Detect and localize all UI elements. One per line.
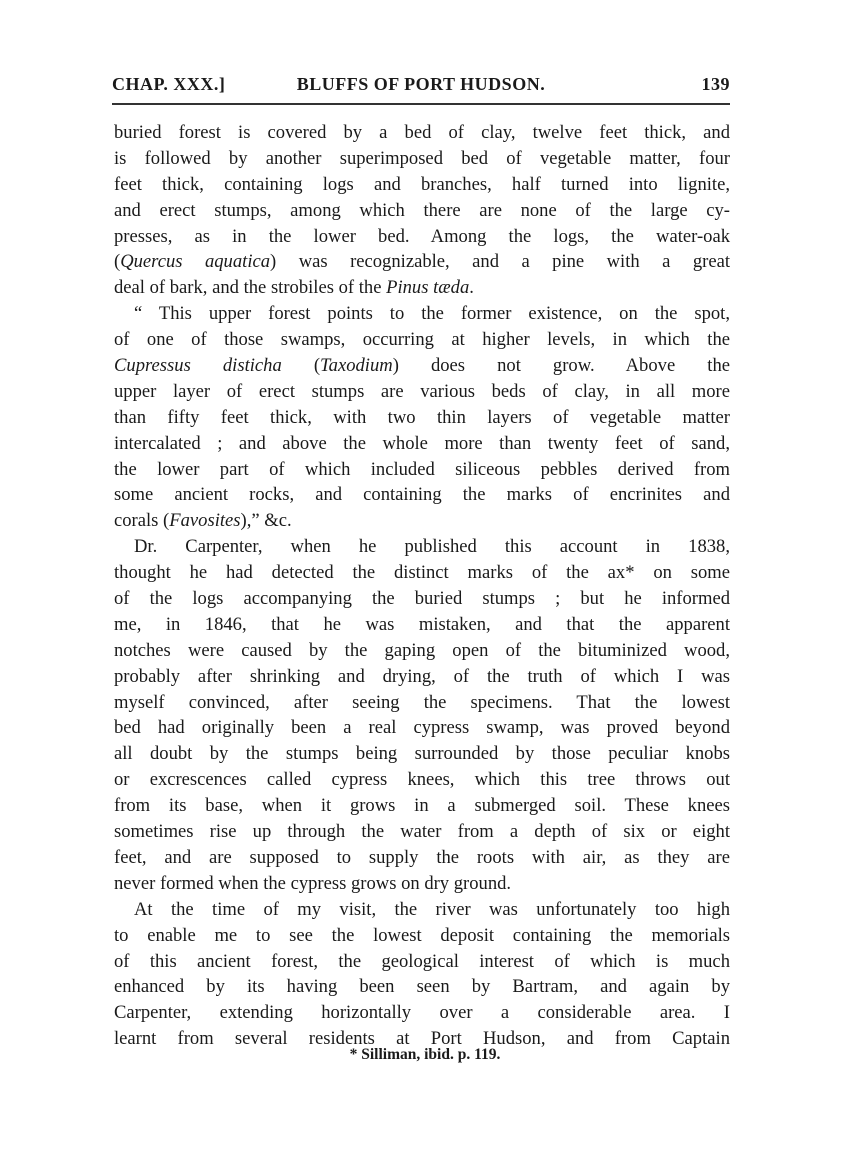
text-line: of the logs accompanying the buried stumps ; but he informed <box>114 588 730 610</box>
running-header <box>112 74 730 98</box>
text-line: presses, as in the lower bed. Among the logs, the water-oak <box>114 225 730 247</box>
text-line: Carpenter, extending horizontally over a considerable area. I <box>114 1002 730 1024</box>
text-line: learnt from several residents at Port Hudson, and from Captain <box>114 1028 730 1050</box>
text-line: from its base, when it grows in a submerged soil. These knees <box>114 795 730 817</box>
text-line: probably after shrinking and drying, of the truth of which I was <box>114 665 730 687</box>
text-line: never formed when the cypress grows on dry ground. <box>114 872 512 894</box>
page-number: 139 <box>701 74 730 94</box>
text-line: upper layer of erect stumps are various beds of clay, in all more <box>114 380 730 402</box>
text-line: Dr. Carpenter, when he published this account in 1838, <box>134 536 730 558</box>
text-line: and erect stumps, among which there are none of the large cy- <box>114 199 730 221</box>
text-line: than fifty feet thick, with two thin layers of vegetable matter <box>114 406 730 428</box>
text-line: myself convinced, after seeing the specimens. That the lowest <box>114 691 730 713</box>
text-line: of this ancient forest, the geological interest of which is much <box>114 950 730 972</box>
text-line: all doubt by the stumps being surrounded by those peculiar knobs <box>114 743 730 765</box>
text-line: feet thick, containing logs and branches, half turned into lignite, <box>114 173 730 195</box>
text-line: is followed by another superimposed bed of vegetable matter, four <box>114 147 730 169</box>
text-line: the lower part of which included siliceous pebbles derived from <box>114 458 730 480</box>
header-rule <box>112 103 730 105</box>
text-line: buried forest is covered by a bed of clay, twelve feet thick, and <box>114 122 730 143</box>
text-line: me, in 1846, that he was mistaken, and that the apparent <box>114 613 730 635</box>
text-line: to enable me to see the lowest deposit containing the memorials <box>114 924 730 946</box>
text-line: notches were caused by the gaping open of the bituminized wood, <box>114 639 730 661</box>
text-line: of one of those swamps, occurring at higher levels, in which the <box>114 329 730 351</box>
text-line: some ancient rocks, and containing the marks of encrinites and <box>114 484 730 506</box>
text-line: feet, and are supposed to supply the roots with air, as they are <box>114 846 730 868</box>
text-line: corals (Favosites),” &c. <box>114 510 292 532</box>
text-line: enhanced by its having been seen by Bartram, and again by <box>114 976 730 998</box>
text-line: or excrescences called cypress knees, which this tree throws out <box>114 769 730 791</box>
text-line: At the time of my visit, the river was unfortunately too high <box>134 898 730 920</box>
body-text <box>114 120 730 1052</box>
footnote: * Silliman, ibid. p. 119. <box>349 1046 501 1063</box>
text-line: bed had originally been a real cypress swamp, was proved beyond <box>114 717 730 739</box>
text-line: “ This upper forest points to the former existence, on the spot, <box>134 303 730 325</box>
running-title: BLUFFS OF PORT HUDSON. <box>296 74 546 94</box>
text-line: Cupressus disticha (Taxodium) does not grow. Above the <box>114 355 730 377</box>
text-line: sometimes rise up through the water from a depth of six or eight <box>114 821 730 843</box>
text-line: thought he had detected the distinct marks of the ax* on some <box>114 562 730 584</box>
text-line: deal of bark, and the strobiles of the Pinus tæda. <box>114 277 474 299</box>
text-line: (Quercus aquatica) was recognizable, and a pine with a great <box>114 251 730 273</box>
text-line: intercalated ; and above the whole more than twenty feet of sand, <box>114 432 730 454</box>
chapter-label: CHAP. XXX.] <box>112 74 226 94</box>
